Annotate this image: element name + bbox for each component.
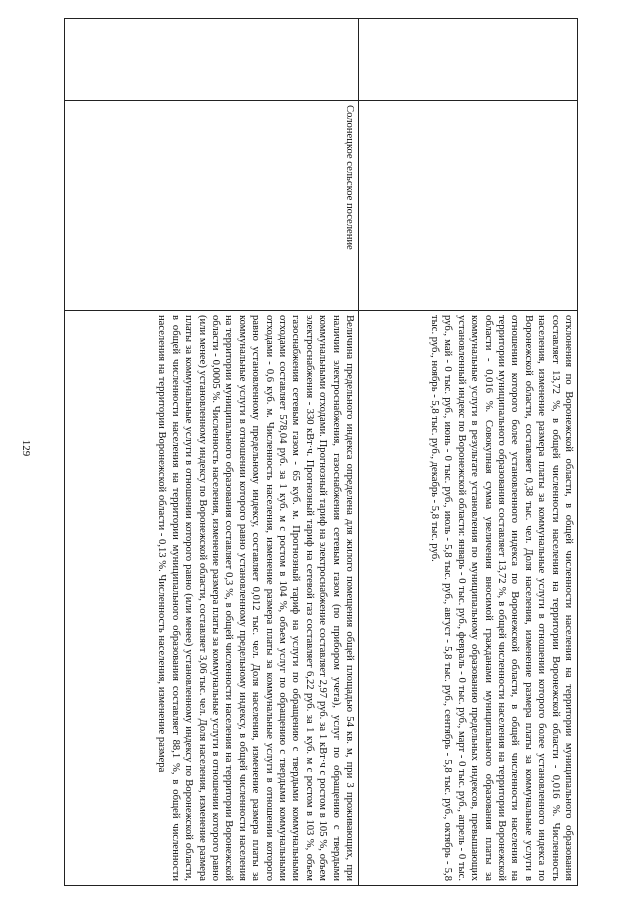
municipality-cell	[359, 101, 578, 311]
description-cell: Величина предельного индекса определена для жилого помещения общей площадью 54 кв. м, при 3 проживающих, при наличии электроснабжения, газоснабжения сетевым газом (по прибором учета), услуг по обращению с твердыми коммунальными отходами. Прогнозный тариф на электроснабжение составляет 2,97 руб. за 1 кВт·ч с ростом в 105 %, объем электроснабжения - 330 кВт·ч. Прогнозный тариф на сетевой газ составляет 6,22 руб. за 1 куб. м с ростом в 103 %, объем газоснабжения сетевым газом - 65 куб. м. Прогнозный тариф на услуги по обращению с твердыми коммунальными отходами составляет 578,04 руб. за 1 куб. м с ростом в 104 %, объем услуг по обращению с твердыми коммунальными отходами - 0,6 куб. м. Численность населения, изменение размера платы за коммунальные услуги в отношении которого равно установленному предельному индексу, составляет 0,012 тыс. чел. Доля населения, изменение размера платы за коммунальные услуги в отношении которого равно установленному предельному индексу, в общей численности населения на территории муниципального образования составляет 0,3 %, в общей численности населения на территории Воронежской области - 0,0005 %. Численность населения, изменение размера платы за коммунальные услуги в отношении которого равно (или менее) установленному индексу по Воронежской области, составляет 3,06 тыс. чел. Доля населения, изменение размера платы за коммунальные услуги в отношении которого равно (или менее) установленному индексу по Воронежской области, в общей численности населения на территории муниципального образования составляет 88,1 %, в общей численности населения на территории Воронежской области - 0,13 %. Численность населения, изменение размера	[65, 311, 359, 886]
margin-cell	[359, 19, 578, 101]
page-number: 129	[20, 439, 32, 457]
rotated-page-content	[73, 18, 578, 886]
table-row	[65, 19, 359, 886]
municipality-cell: Солонецкое сельское поселение	[65, 101, 359, 311]
description-cell: отклонения по Воронежской области, в общей численности населения на территории муниципального образования составляет 13,72 %, в общей численности населения на территории Воронежской области - 0,016 %. Численность населения, изменение размера платы за коммунальные услуги в отношении которого более установленного индекса по Воронежской области, составляет 0,38 тыс. чел. Доля населения, изменение размера платы за коммунальные услуги в отношении которого более установленного индекса по Воронежской области, в общей численности населения на территории муниципального образования составляет 13,72 %, в общей численности населения на территории Воронежской области - 0,016 %. Совокупная сумма увеличения вносимой гражданами муниципального образования платы за коммунальные услуги в результате установления по муниципальному образованию предельных индексов, превышающих установленный индекс по Воронежской области: январь - 0 тыс. руб., февраль - 0 тыс. руб., март - 0 тыс. руб., апрель - 0 тыс. руб., май - 0 тыс. руб., июнь - 0 тыс. руб., июль - 5,8 тыс. руб., август - 5,8 тыс. руб., сентябрь - 5,8 тыс. руб., октябрь - 5,8 тыс. руб., ноябрь - 5,8 тыс. руб., декабрь - 5,8 тыс. руб.	[359, 311, 578, 886]
tariff-index-table	[64, 18, 578, 886]
margin-cell	[65, 19, 359, 101]
table-row	[359, 19, 578, 886]
